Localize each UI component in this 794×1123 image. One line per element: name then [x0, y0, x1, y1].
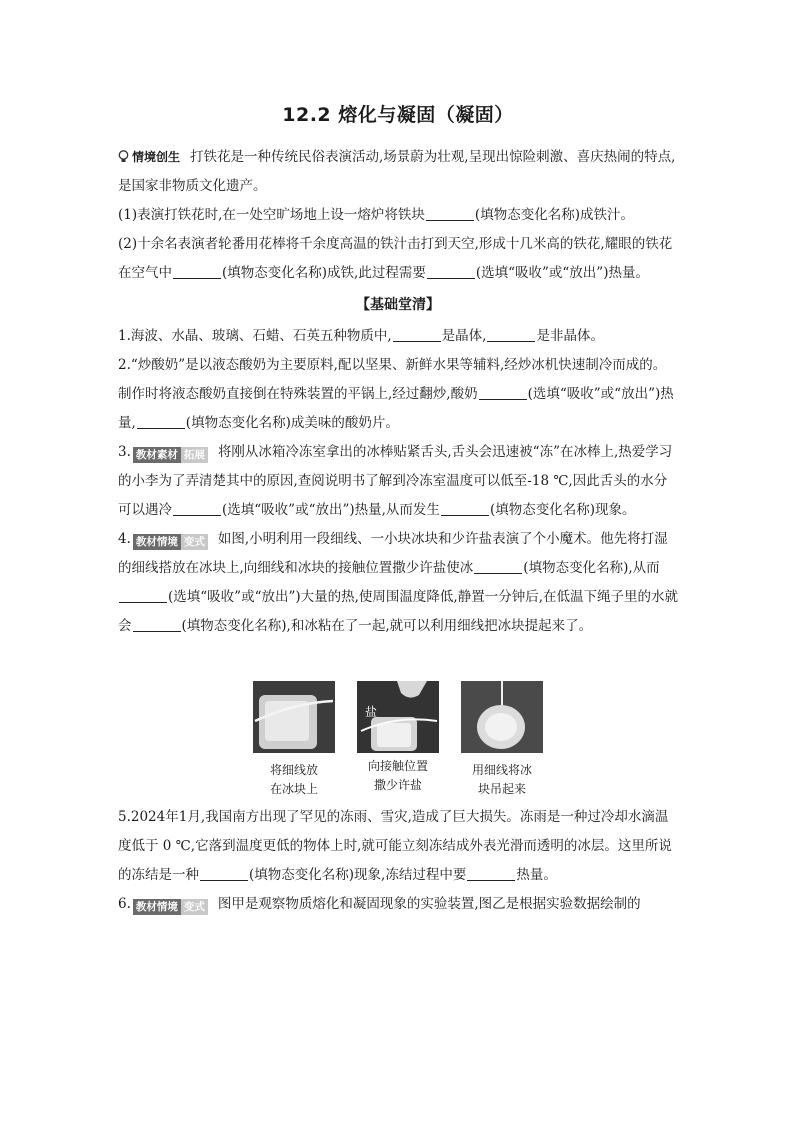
textbook-context-tag: 教材情境 变式	[133, 534, 208, 550]
question-3: 3. 教材素材 拓展 将刚从冰箱冷冻室拿出的冰棒贴紧舌头,舌头会迅速被“冻”在冰棒上,热爱学习的小李为了弄清楚其中的原因,查阅说明书了解到冷冻室温度可以低至-18 ℃,因此舌头的水分可以遇冷 (选填“吸收”或“放出”)热量,从而发生 (填物态变化名称)现象。	[118, 444, 673, 518]
question-4: 4. 教材情境 变式 如图,小明利用一段细线、一小块冰块和少许盐表演了个小魔术。他先将打湿的细线搭放在冰块上,向细线和冰块的接触位置撒少许盐使冰 (填物态变化名称),从而(选填“吸收”或“放出”)大量的热,使周围温度降低,静置一分钟后,在低温下绳子里的水就会 (填物态变化名称),和冰粘在了一起,就可以利用细线把冰块提起来了。	[118, 531, 679, 634]
question-5: 5.2024年1月,我国南方出现了罕见的冻雨、雪灾,造成了巨大损失。冻雨是一种过冷却水滴温度低于 0 ℃,它落到温度更低的物体上时,就可能立刻冻结成外表光滑而透明的冰层。这里所说的冻结是一种 (填物态变化名称)现象,冻结过程中要 热量。	[118, 809, 672, 883]
answer-blank[interactable]	[173, 264, 221, 279]
answer-blank[interactable]	[441, 501, 489, 516]
figure-3-caption: 用细线将冰 块吊起来	[471, 763, 532, 796]
context-paragraph: 情境创生 打铁花是一种传统民俗表演活动,场景蔚为壮观,呈现出惊险刺激、喜庆热闹的特点,是国家非物质文化遗产。	[118, 149, 676, 194]
answer-blank[interactable]	[137, 414, 185, 429]
context-badge: 情境创生	[118, 149, 180, 166]
figure-2-caption: 向接触位置 撒少许盐	[367, 759, 428, 792]
answer-blank[interactable]	[479, 385, 527, 400]
worksheet-page	[118, 100, 678, 919]
answer-blank[interactable]	[426, 206, 474, 221]
answer-blank[interactable]	[474, 559, 522, 574]
salt-label: 盐	[365, 705, 378, 719]
section-title: 【基础堂清】	[356, 297, 440, 313]
question-2: 2.“炒酸奶”是以液态酸奶为主要原料,配以坚果、新鲜水果等辅料,经炒冰机快速制冷而成的。制作时将液态酸奶直接倒在特殊装置的平锅上,经过翻炒,酸奶 (选填“吸收”或“放出”)热量, (填物态变化名称)成美味的酸奶片。	[118, 357, 674, 431]
answer-blank[interactable]	[467, 866, 515, 881]
figure-1	[253, 681, 335, 799]
answer-blank[interactable]	[200, 866, 248, 881]
textbook-context-tag: 教材情境 变式	[133, 899, 208, 915]
textbook-material-tag: 教材素材 拓展	[133, 447, 208, 463]
figure-3	[461, 681, 543, 799]
question-6: 6. 教材情境 变式 图甲是观察物质熔化和凝固现象的实验装置,图乙是根据实验数据绘制的	[118, 896, 641, 913]
context-question-1: (1)表演打铁花时,在一处空旷场地上设一熔炉将铁块 (填物态变化名称)成铁汁。	[118, 207, 634, 223]
answer-blank[interactable]	[119, 588, 167, 603]
answer-blank[interactable]	[173, 501, 221, 516]
lightbulb-icon	[118, 150, 129, 163]
context-question-2: (2)十余名表演者轮番用花棒将千余度高温的铁汁击打到天空,形成十几米高的铁花,耀眼的铁花在空气中 (填物态变化名称)成铁,此过程需要 (选填“吸收”或“放出”)热量。	[118, 236, 673, 281]
answer-blank[interactable]	[427, 264, 475, 279]
answer-blank[interactable]	[393, 327, 441, 342]
lift-ice-photo	[461, 681, 543, 753]
answer-blank[interactable]	[133, 617, 181, 632]
salt-on-ice-photo	[357, 681, 439, 753]
figure-2	[357, 681, 439, 799]
page-title: 12.2 熔化与凝固（凝固）	[282, 104, 514, 126]
ice-magic-figures	[118, 681, 678, 799]
answer-blank[interactable]	[487, 327, 535, 342]
ice-with-thread-photo	[253, 681, 335, 753]
question-1: 1.海波、水晶、玻璃、石蜡、石英五种物质中, 是晶体, 是非晶体。	[118, 328, 604, 344]
figure-1-caption: 将细线放 在冰块上	[269, 763, 318, 796]
